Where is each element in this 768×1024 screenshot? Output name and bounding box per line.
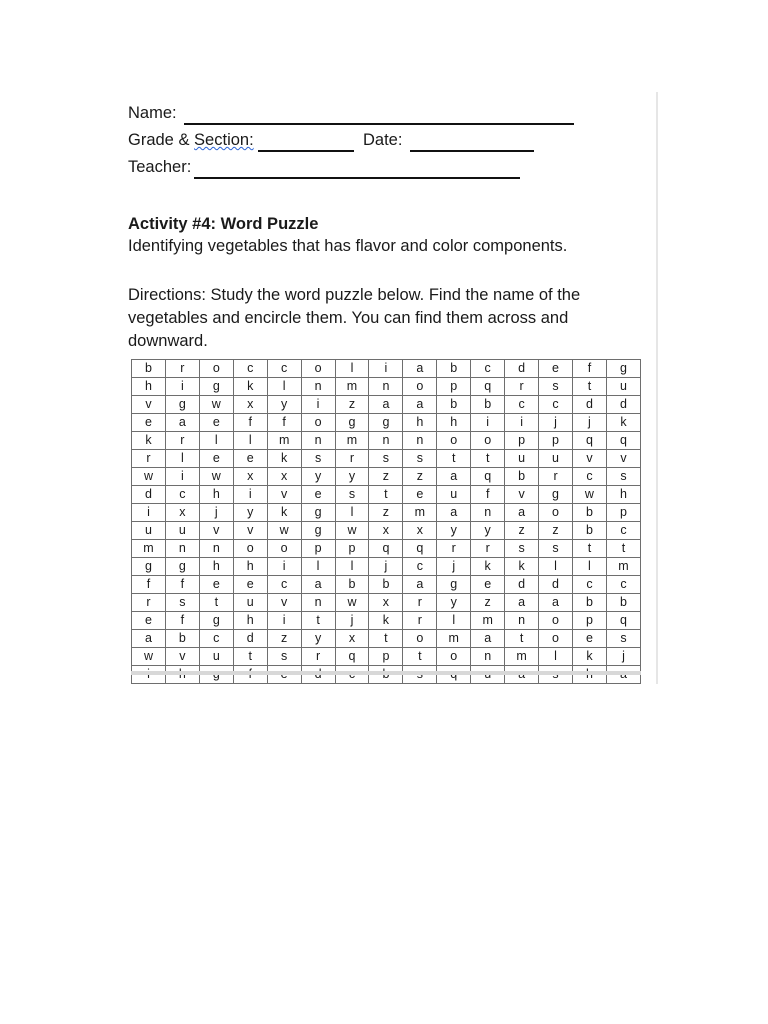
- puzzle-cell[interactable]: l: [233, 432, 267, 450]
- puzzle-cell[interactable]: d: [572, 396, 606, 414]
- puzzle-cell[interactable]: i: [267, 612, 301, 630]
- puzzle-cell[interactable]: k: [471, 558, 505, 576]
- puzzle-row: [132, 414, 641, 432]
- puzzle-cell[interactable]: h: [199, 558, 233, 576]
- puzzle-cell[interactable]: c: [471, 360, 505, 378]
- puzzle-cell[interactable]: t: [403, 648, 437, 666]
- puzzle-cell[interactable]: k: [267, 450, 301, 468]
- puzzle-cell[interactable]: p: [572, 612, 606, 630]
- puzzle-cell[interactable]: m: [335, 378, 369, 396]
- word-puzzle-table: [131, 359, 641, 684]
- puzzle-cell[interactable]: y: [471, 522, 505, 540]
- puzzle-cell[interactable]: q: [572, 432, 606, 450]
- puzzle-cell[interactable]: b: [165, 630, 199, 648]
- puzzle-cell[interactable]: r: [539, 468, 573, 486]
- puzzle-cell[interactable]: o: [233, 540, 267, 558]
- puzzle-cell[interactable]: a: [403, 360, 437, 378]
- puzzle-row: [132, 396, 641, 414]
- puzzle-cell[interactable]: g: [199, 378, 233, 396]
- puzzle-cell[interactable]: j: [437, 558, 471, 576]
- puzzle-cell[interactable]: m: [132, 540, 166, 558]
- puzzle-cell[interactable]: h: [233, 558, 267, 576]
- puzzle-cell[interactable]: w: [199, 396, 233, 414]
- puzzle-cell[interactable]: n: [505, 612, 539, 630]
- puzzle-cell[interactable]: w: [335, 594, 369, 612]
- puzzle-cell[interactable]: z: [471, 594, 505, 612]
- puzzle-cell[interactable]: j: [572, 414, 606, 432]
- grade-label-section: Section:: [194, 131, 254, 149]
- puzzle-cell[interactable]: q: [606, 432, 640, 450]
- worksheet-header: [128, 104, 588, 185]
- puzzle-cell[interactable]: s: [165, 594, 199, 612]
- puzzle-cell[interactable]: w: [572, 486, 606, 504]
- puzzle-cell[interactable]: g: [301, 504, 335, 522]
- puzzle-cell[interactable]: w: [132, 648, 166, 666]
- puzzle-cell[interactable]: e: [199, 450, 233, 468]
- puzzle-cell[interactable]: y: [301, 468, 335, 486]
- puzzle-cell[interactable]: d: [505, 360, 539, 378]
- puzzle-cell[interactable]: s: [403, 450, 437, 468]
- puzzle-cell[interactable]: a: [301, 576, 335, 594]
- puzzle-cell[interactable]: f: [267, 414, 301, 432]
- puzzle-cell[interactable]: y: [437, 594, 471, 612]
- puzzle-cell[interactable]: d: [606, 396, 640, 414]
- puzzle-cell[interactable]: a: [437, 504, 471, 522]
- puzzle-cell[interactable]: q: [369, 540, 403, 558]
- teacher-label: Teacher:: [128, 158, 192, 176]
- date-label: Date:: [363, 131, 403, 149]
- puzzle-cell[interactable]: v: [505, 486, 539, 504]
- puzzle-cell[interactable]: f: [471, 486, 505, 504]
- puzzle-cell[interactable]: u: [505, 450, 539, 468]
- puzzle-cell[interactable]: d: [505, 576, 539, 594]
- puzzle-cell[interactable]: c: [403, 558, 437, 576]
- puzzle-cell[interactable]: o: [539, 504, 573, 522]
- grade-date-line: [128, 131, 588, 158]
- puzzle-cell[interactable]: p: [369, 648, 403, 666]
- puzzle-cell[interactable]: a: [539, 594, 573, 612]
- puzzle-cell[interactable]: g: [335, 414, 369, 432]
- puzzle-cell[interactable]: d: [539, 576, 573, 594]
- grid-bottom-shadow: [131, 671, 641, 675]
- puzzle-cell[interactable]: q: [403, 540, 437, 558]
- puzzle-cell[interactable]: e: [233, 576, 267, 594]
- puzzle-cell[interactable]: r: [165, 360, 199, 378]
- puzzle-cell[interactable]: b: [369, 576, 403, 594]
- puzzle-cell[interactable]: c: [165, 486, 199, 504]
- puzzle-cell[interactable]: f: [572, 360, 606, 378]
- puzzle-cell[interactable]: x: [369, 594, 403, 612]
- puzzle-cell[interactable]: n: [301, 594, 335, 612]
- puzzle-row: [132, 504, 641, 522]
- puzzle-cell[interactable]: u: [199, 648, 233, 666]
- puzzle-cell[interactable]: n: [199, 540, 233, 558]
- puzzle-cell[interactable]: k: [233, 378, 267, 396]
- puzzle-cell[interactable]: n: [369, 378, 403, 396]
- puzzle-cell[interactable]: c: [505, 396, 539, 414]
- puzzle-cell[interactable]: x: [267, 468, 301, 486]
- puzzle-cell[interactable]: q: [606, 612, 640, 630]
- puzzle-cell[interactable]: r: [403, 612, 437, 630]
- puzzle-row: [132, 360, 641, 378]
- puzzle-cell[interactable]: m: [471, 612, 505, 630]
- puzzle-cell[interactable]: m: [335, 432, 369, 450]
- puzzle-cell[interactable]: k: [505, 558, 539, 576]
- puzzle-cell[interactable]: e: [132, 612, 166, 630]
- puzzle-cell[interactable]: a: [369, 396, 403, 414]
- puzzle-cell[interactable]: d: [233, 630, 267, 648]
- puzzle-cell[interactable]: a: [132, 630, 166, 648]
- puzzle-cell[interactable]: s: [539, 540, 573, 558]
- puzzle-cell[interactable]: r: [132, 450, 166, 468]
- puzzle-cell[interactable]: s: [539, 378, 573, 396]
- puzzle-cell[interactable]: u: [233, 594, 267, 612]
- puzzle-row: [132, 630, 641, 648]
- puzzle-row: [132, 432, 641, 450]
- puzzle-cell[interactable]: m: [505, 648, 539, 666]
- puzzle-row: [132, 576, 641, 594]
- puzzle-cell[interactable]: j: [606, 648, 640, 666]
- puzzle-cell[interactable]: r: [165, 432, 199, 450]
- puzzle-cell[interactable]: r: [437, 540, 471, 558]
- puzzle-cell[interactable]: v: [267, 594, 301, 612]
- puzzle-cell[interactable]: i: [132, 504, 166, 522]
- puzzle-cell[interactable]: x: [165, 504, 199, 522]
- puzzle-cell[interactable]: t: [233, 648, 267, 666]
- puzzle-cell[interactable]: z: [335, 396, 369, 414]
- puzzle-cell[interactable]: v: [572, 450, 606, 468]
- puzzle-cell[interactable]: g: [437, 576, 471, 594]
- puzzle-cell[interactable]: l: [572, 558, 606, 576]
- puzzle-cell[interactable]: r: [505, 378, 539, 396]
- puzzle-cell[interactable]: n: [471, 504, 505, 522]
- puzzle-cell[interactable]: x: [335, 630, 369, 648]
- name-label: Name:: [128, 104, 177, 122]
- puzzle-cell[interactable]: c: [572, 576, 606, 594]
- puzzle-cell[interactable]: e: [199, 414, 233, 432]
- puzzle-cell[interactable]: f: [132, 576, 166, 594]
- puzzle-cell[interactable]: z: [505, 522, 539, 540]
- puzzle-row: [132, 522, 641, 540]
- puzzle-cell[interactable]: t: [606, 540, 640, 558]
- puzzle-cell[interactable]: f: [165, 576, 199, 594]
- puzzle-cell[interactable]: l: [301, 558, 335, 576]
- puzzle-cell[interactable]: g: [132, 558, 166, 576]
- puzzle-cell[interactable]: m: [403, 504, 437, 522]
- puzzle-cell[interactable]: g: [199, 612, 233, 630]
- puzzle-cell[interactable]: e: [199, 576, 233, 594]
- puzzle-cell[interactable]: o: [403, 630, 437, 648]
- puzzle-cell[interactable]: i: [471, 414, 505, 432]
- puzzle-cell[interactable]: n: [301, 378, 335, 396]
- puzzle-cell[interactable]: z: [403, 468, 437, 486]
- puzzle-cell[interactable]: l: [437, 612, 471, 630]
- puzzle-cell[interactable]: b: [335, 576, 369, 594]
- puzzle-cell[interactable]: t: [369, 630, 403, 648]
- directions-text: Directions: Study the word puzzle below. Find the name of the vegetables and encircle them. You can find them across and downward.: [128, 286, 581, 350]
- puzzle-cell[interactable]: a: [471, 630, 505, 648]
- puzzle-cell[interactable]: c: [267, 576, 301, 594]
- puzzle-cell[interactable]: u: [132, 522, 166, 540]
- puzzle-cell[interactable]: g: [539, 486, 573, 504]
- puzzle-cell[interactable]: o: [301, 360, 335, 378]
- puzzle-cell[interactable]: t: [505, 630, 539, 648]
- puzzle-cell[interactable]: w: [199, 468, 233, 486]
- puzzle-cell[interactable]: c: [539, 396, 573, 414]
- puzzle-cell[interactable]: c: [606, 522, 640, 540]
- puzzle-cell[interactable]: e: [403, 486, 437, 504]
- puzzle-cell[interactable]: r: [301, 648, 335, 666]
- puzzle-cell[interactable]: a: [165, 414, 199, 432]
- puzzle-cell[interactable]: b: [572, 594, 606, 612]
- puzzle-cell[interactable]: j: [199, 504, 233, 522]
- puzzle-cell[interactable]: e: [471, 576, 505, 594]
- puzzle-cell[interactable]: o: [471, 432, 505, 450]
- puzzle-cell[interactable]: y: [267, 396, 301, 414]
- puzzle-cell[interactable]: w: [132, 468, 166, 486]
- puzzle-cell[interactable]: c: [199, 630, 233, 648]
- puzzle-cell[interactable]: u: [437, 486, 471, 504]
- puzzle-cell[interactable]: v: [233, 522, 267, 540]
- puzzle-cell[interactable]: e: [539, 360, 573, 378]
- puzzle-row: [132, 594, 641, 612]
- puzzle-row: [132, 540, 641, 558]
- puzzle-cell[interactable]: j: [369, 558, 403, 576]
- puzzle-cell[interactable]: v: [132, 396, 166, 414]
- date-blank[interactable]: [410, 150, 534, 152]
- puzzle-cell[interactable]: l: [335, 558, 369, 576]
- puzzle-cell[interactable]: b: [132, 360, 166, 378]
- puzzle-cell[interactable]: h: [199, 486, 233, 504]
- puzzle-cell[interactable]: i: [301, 396, 335, 414]
- puzzle-cell[interactable]: u: [539, 450, 573, 468]
- puzzle-cell[interactable]: x: [369, 522, 403, 540]
- puzzle-cell[interactable]: h: [132, 378, 166, 396]
- puzzle-cell[interactable]: c: [572, 468, 606, 486]
- puzzle-row: [132, 612, 641, 630]
- activity-description: Identifying vegetables that has flavor and color components.: [128, 237, 568, 255]
- puzzle-cell[interactable]: o: [437, 432, 471, 450]
- puzzle-cell[interactable]: a: [403, 396, 437, 414]
- puzzle-cell[interactable]: i: [165, 378, 199, 396]
- puzzle-cell[interactable]: k: [132, 432, 166, 450]
- puzzle-cell[interactable]: e: [132, 414, 166, 432]
- puzzle-cell[interactable]: f: [165, 612, 199, 630]
- puzzle-row: [132, 468, 641, 486]
- puzzle-cell[interactable]: v: [606, 450, 640, 468]
- puzzle-cell[interactable]: q: [471, 468, 505, 486]
- puzzle-cell[interactable]: l: [539, 558, 573, 576]
- puzzle-cell[interactable]: b: [572, 522, 606, 540]
- puzzle-cell[interactable]: a: [403, 576, 437, 594]
- puzzle-cell[interactable]: n: [471, 648, 505, 666]
- puzzle-cell[interactable]: t: [572, 378, 606, 396]
- puzzle-row: [132, 486, 641, 504]
- puzzle-cell[interactable]: c: [267, 360, 301, 378]
- puzzle-cell[interactable]: p: [301, 540, 335, 558]
- puzzle-cell[interactable]: l: [165, 450, 199, 468]
- puzzle-cell[interactable]: n: [369, 432, 403, 450]
- puzzle-cell[interactable]: i: [369, 360, 403, 378]
- puzzle-cell[interactable]: l: [199, 432, 233, 450]
- grade-section-blank[interactable]: [258, 150, 354, 152]
- puzzle-cell[interactable]: h: [403, 414, 437, 432]
- grade-section-label: [128, 131, 254, 150]
- puzzle-cell[interactable]: o: [301, 414, 335, 432]
- puzzle-cell[interactable]: k: [369, 612, 403, 630]
- activity-block: [128, 213, 608, 257]
- puzzle-cell[interactable]: v: [165, 648, 199, 666]
- puzzle-cell[interactable]: l: [539, 648, 573, 666]
- puzzle-cell[interactable]: p: [539, 432, 573, 450]
- puzzle-cell[interactable]: y: [335, 468, 369, 486]
- puzzle-cell[interactable]: b: [505, 468, 539, 486]
- puzzle-cell[interactable]: g: [301, 522, 335, 540]
- puzzle-cell[interactable]: o: [267, 540, 301, 558]
- puzzle-cell[interactable]: g: [369, 414, 403, 432]
- puzzle-cell[interactable]: b: [437, 396, 471, 414]
- puzzle-cell[interactable]: u: [165, 522, 199, 540]
- puzzle-cell[interactable]: s: [606, 468, 640, 486]
- puzzle-cell[interactable]: e: [301, 486, 335, 504]
- puzzle-cell[interactable]: f: [233, 414, 267, 432]
- puzzle-cell[interactable]: l: [335, 504, 369, 522]
- puzzle-cell[interactable]: i: [267, 558, 301, 576]
- grade-label-prefix: Grade &: [128, 131, 195, 149]
- puzzle-cell[interactable]: p: [606, 504, 640, 522]
- puzzle-cell[interactable]: a: [505, 594, 539, 612]
- puzzle-cell[interactable]: l: [267, 378, 301, 396]
- name-blank[interactable]: [184, 123, 574, 125]
- puzzle-cell[interactable]: g: [165, 558, 199, 576]
- puzzle-cell[interactable]: q: [471, 378, 505, 396]
- puzzle-cell[interactable]: g: [606, 360, 640, 378]
- puzzle-cell[interactable]: k: [572, 648, 606, 666]
- puzzle-row: [132, 648, 641, 666]
- puzzle-cell[interactable]: h: [437, 414, 471, 432]
- puzzle-cell[interactable]: k: [606, 414, 640, 432]
- puzzle-cell[interactable]: k: [267, 504, 301, 522]
- puzzle-cell[interactable]: l: [335, 360, 369, 378]
- puzzle-cell[interactable]: t: [369, 486, 403, 504]
- puzzle-cell[interactable]: v: [199, 522, 233, 540]
- puzzle-cell[interactable]: b: [606, 594, 640, 612]
- puzzle-cell[interactable]: o: [403, 378, 437, 396]
- puzzle-cell[interactable]: y: [437, 522, 471, 540]
- puzzle-cell[interactable]: t: [572, 540, 606, 558]
- puzzle-cell[interactable]: a: [505, 504, 539, 522]
- activity-title: Activity #4: Word Puzzle: [128, 215, 319, 233]
- puzzle-cell[interactable]: i: [165, 468, 199, 486]
- puzzle-cell[interactable]: r: [132, 594, 166, 612]
- puzzle-cell[interactable]: e: [233, 450, 267, 468]
- puzzle-cell[interactable]: i: [505, 414, 539, 432]
- puzzle-cell[interactable]: p: [335, 540, 369, 558]
- puzzle-cell[interactable]: o: [199, 360, 233, 378]
- puzzle-cell[interactable]: s: [505, 540, 539, 558]
- puzzle-row: [132, 558, 641, 576]
- puzzle-cell[interactable]: p: [437, 378, 471, 396]
- puzzle-cell[interactable]: w: [267, 522, 301, 540]
- puzzle-cell[interactable]: s: [301, 450, 335, 468]
- puzzle-cell[interactable]: e: [572, 630, 606, 648]
- puzzle-cell[interactable]: j: [335, 612, 369, 630]
- puzzle-cell[interactable]: z: [369, 504, 403, 522]
- puzzle-cell[interactable]: w: [335, 522, 369, 540]
- puzzle-cell[interactable]: i: [233, 486, 267, 504]
- puzzle-cell[interactable]: h: [233, 612, 267, 630]
- puzzle-cell[interactable]: y: [301, 630, 335, 648]
- name-line: [128, 104, 588, 131]
- puzzle-cell[interactable]: g: [165, 396, 199, 414]
- puzzle-cell[interactable]: s: [335, 486, 369, 504]
- puzzle-row: [132, 378, 641, 396]
- puzzle-cell[interactable]: y: [233, 504, 267, 522]
- teacher-blank[interactable]: [194, 177, 520, 179]
- puzzle-row: [132, 450, 641, 468]
- puzzle-cell[interactable]: z: [267, 630, 301, 648]
- puzzle-cell[interactable]: t: [199, 594, 233, 612]
- puzzle-cell[interactable]: n: [165, 540, 199, 558]
- puzzle-cell[interactable]: o: [437, 648, 471, 666]
- puzzle-cell[interactable]: x: [233, 468, 267, 486]
- puzzle-cell[interactable]: v: [267, 486, 301, 504]
- puzzle-cell[interactable]: x: [403, 522, 437, 540]
- puzzle-cell[interactable]: r: [471, 540, 505, 558]
- puzzle-cell[interactable]: t: [437, 450, 471, 468]
- puzzle-cell[interactable]: s: [267, 648, 301, 666]
- puzzle-cell[interactable]: b: [471, 396, 505, 414]
- word-puzzle-grid: [131, 359, 641, 672]
- puzzle-cell[interactable]: t: [471, 450, 505, 468]
- puzzle-cell[interactable]: t: [301, 612, 335, 630]
- teacher-line: [128, 158, 588, 185]
- puzzle-cell[interactable]: c: [233, 360, 267, 378]
- puzzle-cell[interactable]: z: [369, 468, 403, 486]
- puzzle-cell[interactable]: b: [572, 504, 606, 522]
- puzzle-cell[interactable]: u: [606, 378, 640, 396]
- puzzle-cell[interactable]: s: [606, 630, 640, 648]
- puzzle-cell[interactable]: x: [233, 396, 267, 414]
- puzzle-cell[interactable]: p: [505, 432, 539, 450]
- puzzle-cell[interactable]: z: [539, 522, 573, 540]
- puzzle-cell[interactable]: m: [437, 630, 471, 648]
- puzzle-cell[interactable]: n: [301, 432, 335, 450]
- puzzle-cell[interactable]: j: [539, 414, 573, 432]
- puzzle-cell[interactable]: n: [403, 432, 437, 450]
- puzzle-cell[interactable]: o: [539, 630, 573, 648]
- puzzle-cell[interactable]: d: [132, 486, 166, 504]
- puzzle-cell[interactable]: m: [267, 432, 301, 450]
- page-edge-divider: [656, 92, 658, 684]
- puzzle-cell[interactable]: q: [335, 648, 369, 666]
- puzzle-cell[interactable]: b: [437, 360, 471, 378]
- puzzle-cell[interactable]: o: [539, 612, 573, 630]
- puzzle-cell[interactable]: r: [403, 594, 437, 612]
- puzzle-cell[interactable]: r: [335, 450, 369, 468]
- puzzle-cell[interactable]: s: [369, 450, 403, 468]
- puzzle-cell[interactable]: m: [606, 558, 640, 576]
- puzzle-cell[interactable]: h: [606, 486, 640, 504]
- puzzle-cell[interactable]: a: [437, 468, 471, 486]
- puzzle-cell[interactable]: c: [606, 576, 640, 594]
